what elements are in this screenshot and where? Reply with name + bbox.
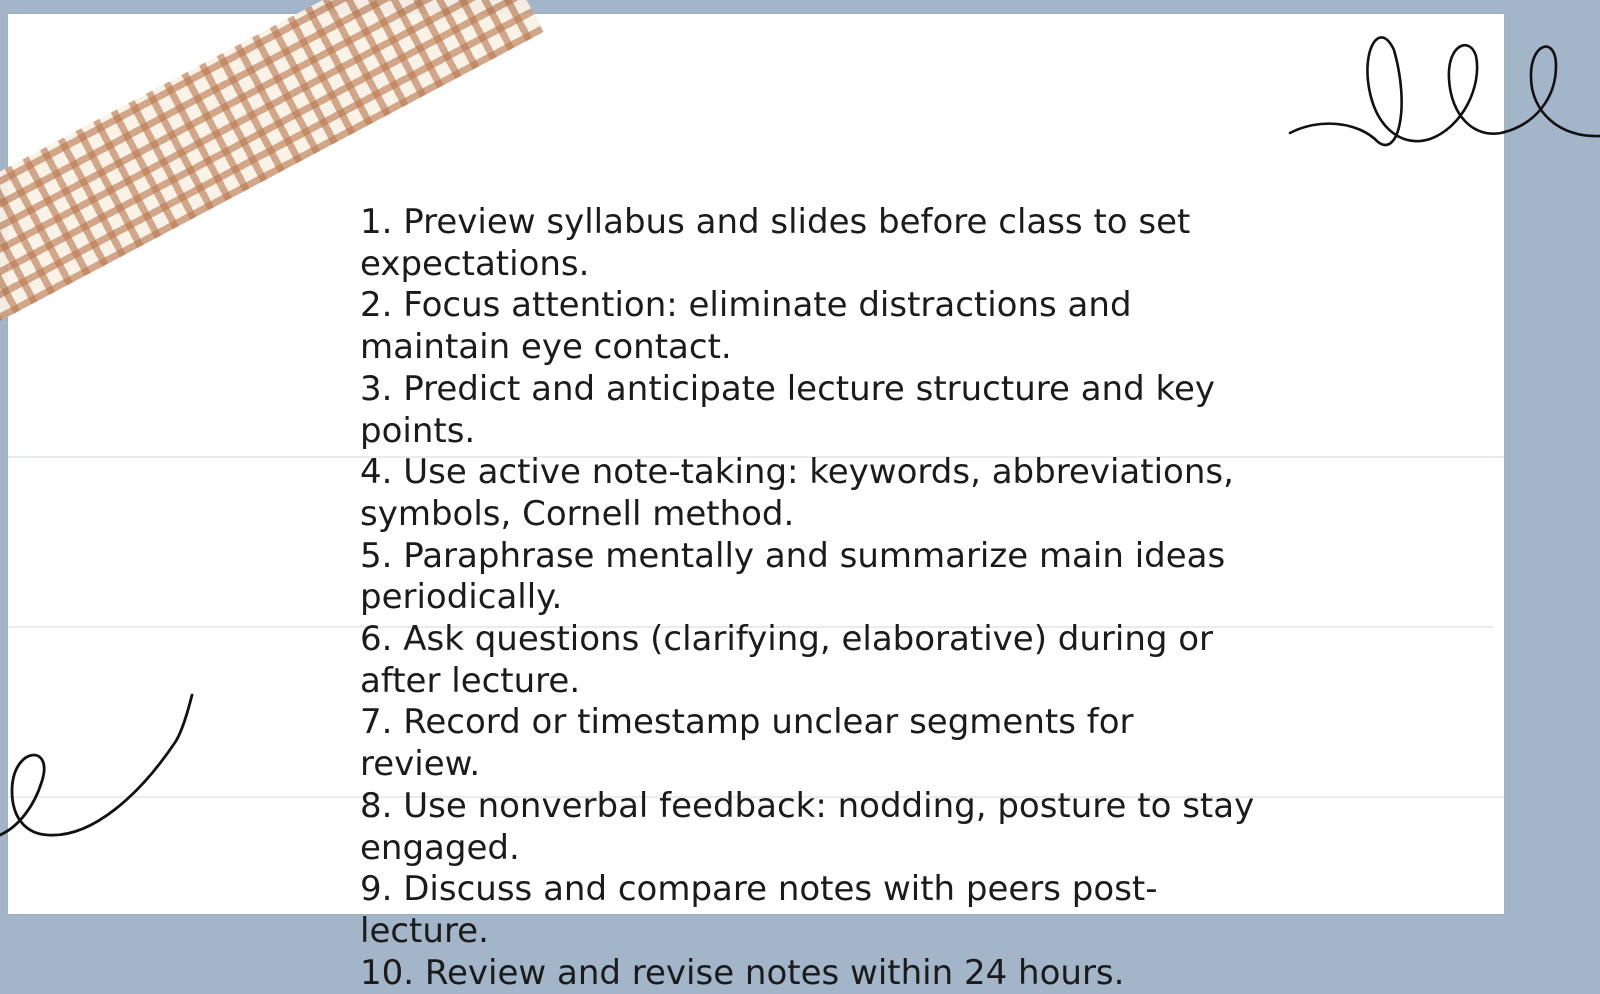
curl-scribble-icon — [0, 695, 210, 855]
list-item: 3. Predict and anticipate lecture structure and key points. — [360, 368, 1215, 451]
list-item: 5. Paraphrase mentally and summarize main ideas periodically. — [360, 535, 1226, 618]
list-item: 1. Preview syllabus and slides before class to set expectations. — [360, 202, 1191, 284]
list-item: 7. Record or timestamp unclear segments for review. — [360, 702, 1134, 785]
list-item: 6. Ask questions (clarifying, elaborative) during or after lecture. — [360, 619, 1214, 701]
list-item: 2. Focus attention: eliminate distractions and maintain eye contact. — [360, 285, 1132, 368]
list-item: 8. Use nonverbal feedback: nodding, posture to stay engaged. — [360, 785, 1255, 868]
list-item: 10. Review and revise notes within 24 hours. — [360, 952, 1125, 993]
lecture-strategies-list — [360, 202, 1260, 994]
loop-scribble-icon — [1290, 30, 1600, 165]
list-item: 9. Discuss and compare notes with peers post-lecture. — [360, 869, 1158, 951]
list-item: 4. Use active note-taking: keywords, abbreviations, symbols, Cornell method. — [360, 452, 1234, 534]
